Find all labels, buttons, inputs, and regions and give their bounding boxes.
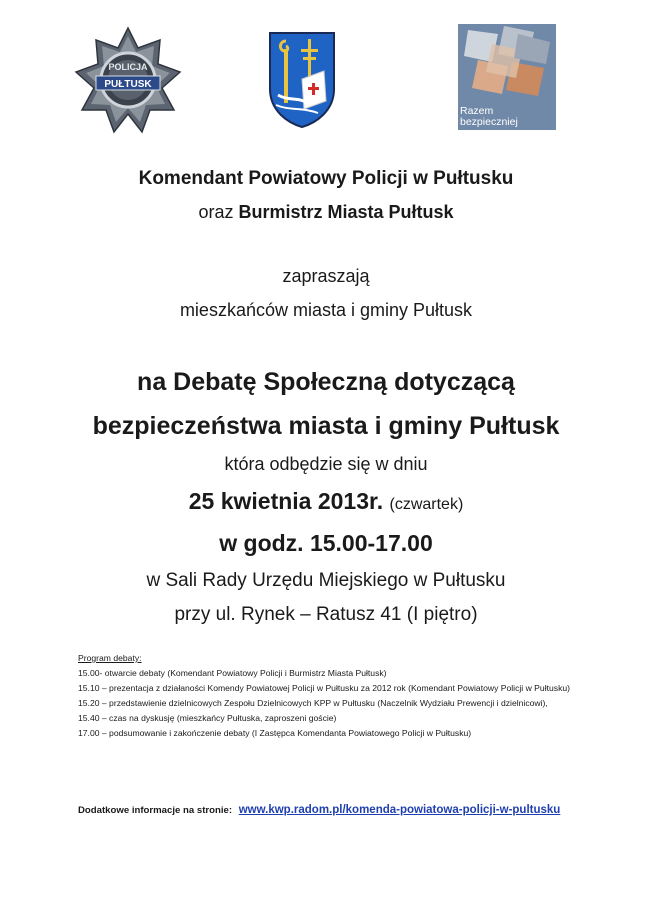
event-date: 25 kwietnia 2013r. xyxy=(188,488,384,514)
razem-line1: Razem xyxy=(460,105,494,117)
event-title-line2: bezpieczeństwa miasta i gminy Pułtusk xyxy=(92,412,560,440)
heading-line2 xyxy=(0,202,652,223)
program-title: Program debaty: xyxy=(78,653,142,663)
program-section xyxy=(78,651,588,741)
event-place-line2: przy ul. Rynek – Ratusz 41 (I piętro) xyxy=(174,604,478,625)
event-when-intro: która odbędzie się w dniu xyxy=(224,454,428,474)
program-item: 17.00 – podsumowanie i zakończenie debaty (I Zastępca Komendanta Powiatowego Policji w Pułtusku) xyxy=(78,728,472,738)
footer-label: Dodatkowe informacje na stronie: xyxy=(78,805,233,816)
razem-line2: bezpieczniej xyxy=(460,116,518,128)
program-item: 15.10 – prezentacja z działaności Komendy Powiatowej Policji w Pułtusku za 2012 rok (Komendant Powiatowy Policji w Pułtusku) xyxy=(78,683,571,693)
program-item: 15.00- otwarcie debaty (Komendant Powiatowy Policji i Burmistrz Miasta Pułtusk) xyxy=(78,668,387,678)
heading-line2-prefix: oraz xyxy=(198,202,239,222)
invite-line1: zapraszają xyxy=(282,266,370,286)
footer-website-link[interactable]: www.kwp.radom.pl/komenda-powiatowa-policji-w-pultusku xyxy=(238,804,561,816)
invite-line2: mieszkańców miasta i gminy Pułtusk xyxy=(179,300,473,320)
police-star-logo xyxy=(74,26,182,134)
heading-line2-bold: Burmistrz Miasta Pułtusk xyxy=(238,202,454,222)
logos-row xyxy=(0,0,652,140)
razem-bezpieczniej-logo xyxy=(458,24,556,130)
program-item: 15.40 – czas na dyskusję (mieszkańcy Pułtuska, zaproszeni goście) xyxy=(78,713,337,723)
event-title-line1: na Debatę Społeczną dotyczącą xyxy=(137,368,515,396)
event-date-line xyxy=(0,488,652,515)
heading-line1: Komendant Powiatowy Policji w Pułtusku xyxy=(138,168,514,189)
police-banner-text: PUŁTUSK xyxy=(104,79,152,90)
razem-logo-text xyxy=(460,106,518,128)
event-time: w godz. 15.00-17.00 xyxy=(219,530,433,556)
event-weekday: (czwartek) xyxy=(389,496,464,513)
police-ring-text: POLICJA xyxy=(108,62,148,72)
program-item: 15.20 – przedstawienie dzielnicowych Zespołu Dzielnicowych KPP w Pułtusku (Naczelnik Wydziału Prewencji i dzielnicowi), xyxy=(78,698,548,708)
footer-info xyxy=(78,804,560,816)
coat-of-arms-logo xyxy=(268,31,336,129)
event-place-line1: w Sali Rady Urzędu Miejskiego w Pułtusku xyxy=(146,570,506,591)
